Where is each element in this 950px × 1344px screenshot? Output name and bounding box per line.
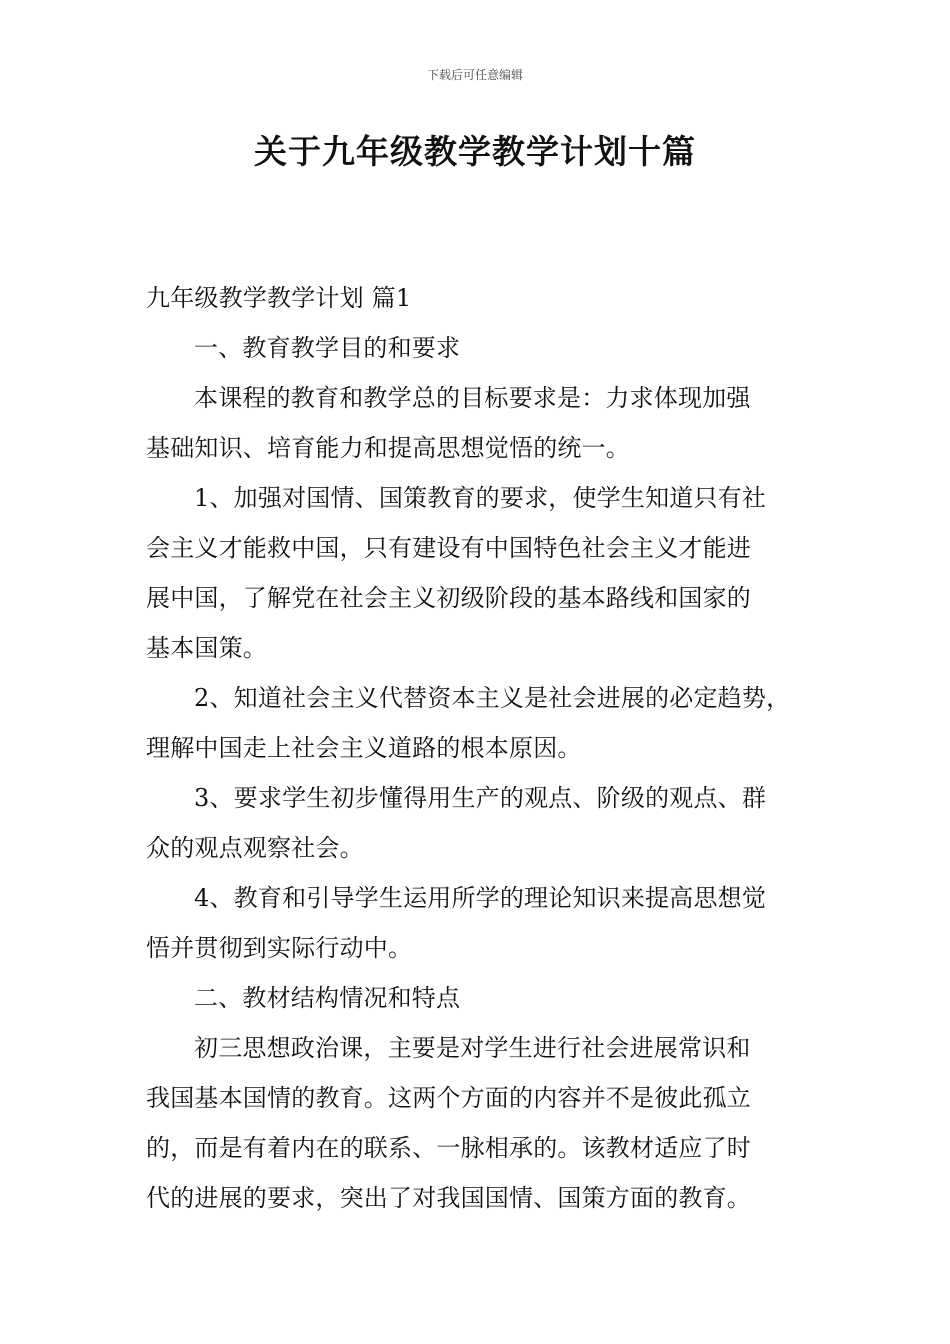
body-line: 3、要求学生初步懂得用生产的观点、阶级的观点、群 bbox=[194, 784, 767, 812]
body-line: 2、知道社会主义代替资本主义是社会进展的必定趋势， bbox=[194, 684, 791, 712]
body-line: 会主义才能救中国，只有建设有中国特色社会主义才能进 bbox=[146, 534, 751, 562]
document-body bbox=[146, 281, 810, 1231]
body-line: 我国基本国情的教育。这两个方面的内容并不是彼此孤立 bbox=[146, 1084, 751, 1112]
body-line: 的，而是有着内在的联系、一脉相承的。该教材适应了时 bbox=[146, 1134, 751, 1162]
body-line: 展中国，了解党在社会主义初级阶段的基本路线和国家的 bbox=[146, 584, 751, 612]
body-line: 本课程的教育和教学总的目标要求是：力求体现加强 bbox=[194, 384, 751, 412]
body-line: 二、教材结构情况和特点 bbox=[194, 984, 461, 1012]
body-line: 4、教育和引导学生运用所学的理论知识来提高思想觉 bbox=[194, 884, 767, 912]
body-line: 理解中国走上社会主义道路的根本原因。 bbox=[146, 734, 582, 762]
body-line: 基础知识、培育能力和提高思想觉悟的统一。 bbox=[146, 434, 630, 462]
body-line: 悟并贯彻到实际行动中。 bbox=[146, 934, 413, 962]
body-line: 基本国策。 bbox=[146, 634, 267, 662]
document-title: 关于九年级教学教学计划十篇 bbox=[254, 132, 696, 171]
body-line: 1、加强对国情、国策教育的要求，使学生知道只有社 bbox=[194, 484, 767, 512]
body-line: 初三思想政治课，主要是对学生进行社会进展常识和 bbox=[194, 1034, 751, 1062]
body-line: 一、教育教学目的和要求 bbox=[194, 334, 461, 362]
body-line: 代的进展的要求，突出了对我国国情、国策方面的教育。 bbox=[146, 1184, 751, 1212]
body-line: 九年级教学教学计划 篇1 bbox=[146, 284, 412, 312]
header-note: 下载后可任意编辑 bbox=[426, 68, 523, 82]
body-line: 众的观点观察社会。 bbox=[146, 834, 364, 862]
